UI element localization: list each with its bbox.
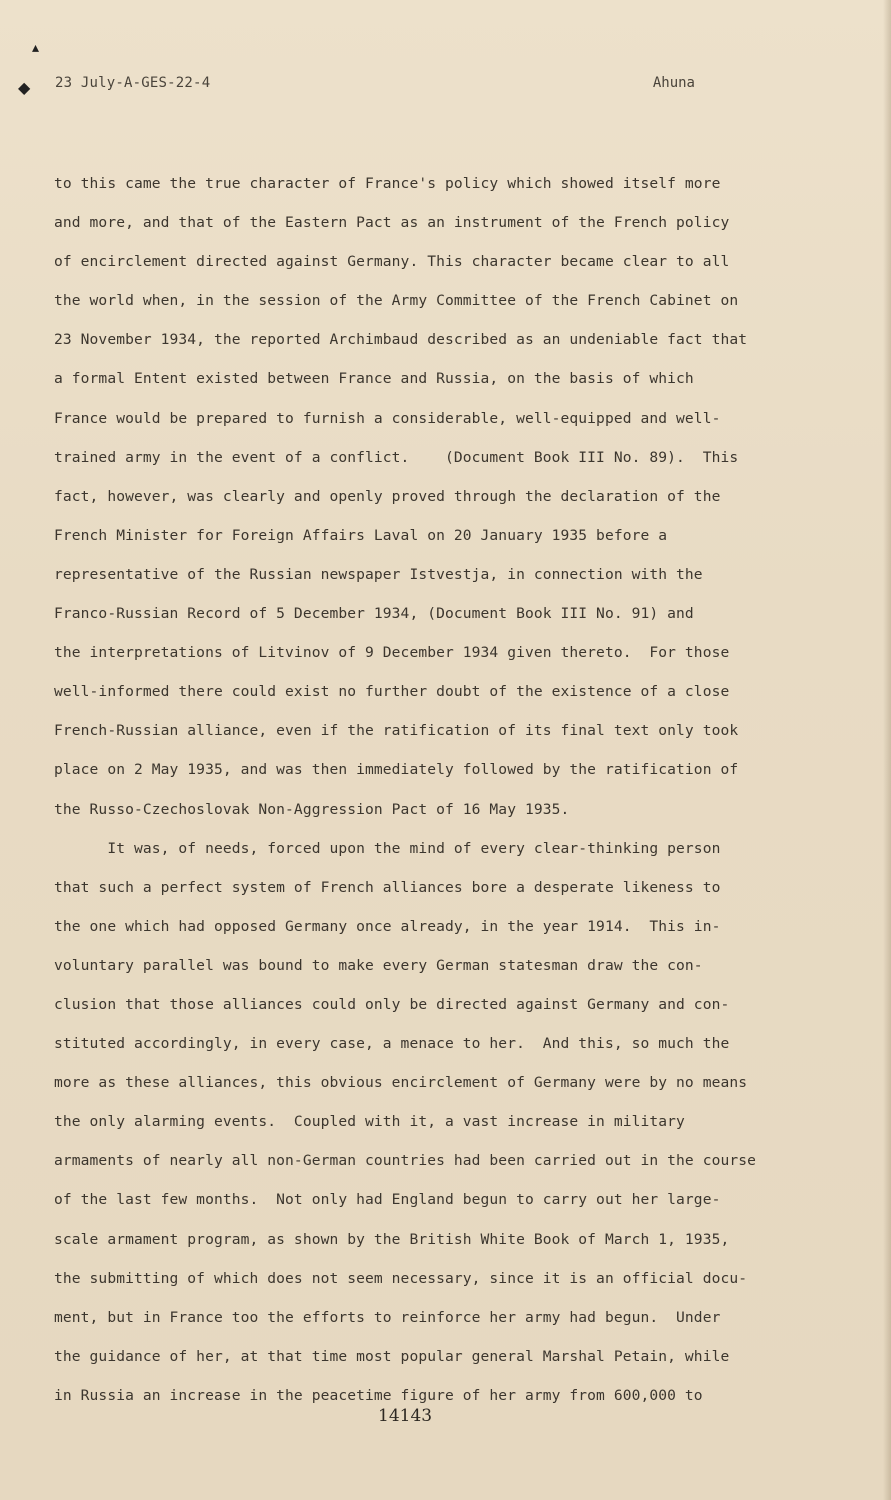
document-reference: 23 July-A-GES-22-4 [55, 75, 211, 91]
text-line: the Russo-Czechoslovak Non-Aggression Pact of 16 May 1935. [54, 800, 570, 818]
text-line: a formal Entent existed between France and Russia, on the basis of which [54, 370, 694, 388]
text-line: the interpretations of Litvinov of 9 December 1934 given thereto. For those [54, 644, 730, 662]
text-line: well-informed there could exist no further doubt of the existence of a close [54, 683, 730, 701]
text-line: to this came the true character of France's policy which showed itself more [54, 175, 721, 192]
text-line: of the last few months. Not only had England begun to carry out her large- [54, 1191, 721, 1209]
text-line: that such a perfect system of French alliances bore a desperate likeness to [54, 878, 721, 896]
text-line: It was, of needs, forced upon the mind of every clear-thinking person [54, 839, 721, 857]
text-line: Franco-Russian Record of 5 December 1934, (Document Book III No. 91) and [54, 605, 694, 623]
punch-mark: ◆ [18, 78, 31, 97]
text-line: the world when, in the session of the Army Committee of the French Cabinet on [54, 292, 739, 310]
text-line: place on 2 May 1935, and was then immediately followed by the ratification of [54, 761, 739, 779]
text-line: voluntary parallel was bound to make every German statesman draw the con- [54, 956, 703, 974]
page-number: 14143 [378, 1406, 433, 1426]
text-line: France would be prepared to furnish a considerable, well-equipped and well- [54, 409, 721, 427]
text-line: French-Russian alliance, even if the ratification of its final text only took [54, 722, 739, 740]
text-line: trained army in the event of a conflict. (Document Book III No. 89). This [54, 448, 739, 466]
text-line: the submitting of which does not seem necessary, since it is an official docu- [54, 1269, 748, 1287]
text-line: ment, but in France too the efforts to reinforce her army had begun. Under [54, 1308, 721, 1326]
text-line: French Minister for Foreign Affairs Laval on 20 January 1935 before a [54, 526, 668, 544]
page-header [55, 75, 695, 99]
text-line: scale armament program, as shown by the British White Book of March 1, 1935, [54, 1230, 730, 1248]
text-line: of encirclement directed against Germany. This character became clear to all [54, 253, 730, 271]
text-line: clusion that those alliances could only be directed against Germany and con- [54, 995, 730, 1013]
text-line: fact, however, was clearly and openly proved through the declaration of the [54, 487, 721, 505]
text-line: and more, and that of the Eastern Pact as an instrument of the French policy [54, 214, 730, 232]
text-line: 23 November 1934, the reported Archimbaud described as an undeniable fact that [54, 331, 748, 349]
text-line: more as these alliances, this obvious encirclement of Germany were by no means [54, 1074, 748, 1092]
text-line: the guidance of her, at that time most popular general Marshal Petain, while [54, 1347, 730, 1365]
text-line: representative of the Russian newspaper Istvestja, in connection with the [54, 565, 703, 583]
text-line: the one which had opposed Germany once already, in the year 1914. This in- [54, 917, 721, 935]
text-line: stituted accordingly, in every case, a menace to her. And this, so much the [54, 1035, 730, 1053]
text-line: in Russia an increase in the peacetime figure of her army from 600,000 to [54, 1386, 703, 1404]
text-line: the only alarming events. Coupled with it, a vast increase in military [54, 1113, 685, 1131]
speaker-name: Ahuna [652, 75, 695, 91]
text-line: armaments of nearly all non-German countries had been carried out in the course [54, 1152, 757, 1170]
punch-mark: ▴ [32, 40, 40, 56]
page-edge-shadow [883, 0, 891, 1500]
transcript-body [54, 172, 824, 1423]
